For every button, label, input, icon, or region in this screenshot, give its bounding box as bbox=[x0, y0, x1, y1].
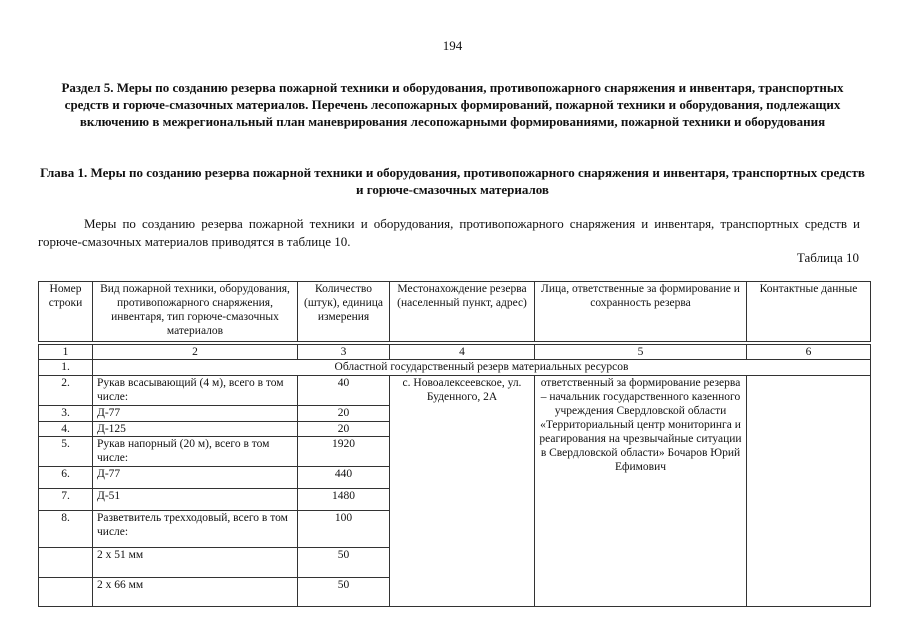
row-number: 7. bbox=[39, 489, 93, 511]
section-title: Раздел 5. Меры по созданию резерва пожарной техники и оборудования, противопожарного снаряжения и инвентаря, транспортных средств и горюче-смазочных материалов. Перечень лесопожарных формирований, пожарной техники и оборудования, подлежащих включению в межрегиональный план маневрирования лесопожарными формированиями, пожарной техники и оборудования bbox=[61, 80, 844, 129]
chapter-title: Глава 1. Меры по созданию резерва пожарной техники и оборудования, противопожарного снаряжения и инвентаря, транспортных средств и горюче-смазочных материалов bbox=[40, 165, 865, 197]
row-item-name: Рукав всасывающий (4 м), всего в том числе: bbox=[93, 376, 298, 406]
header-item-type: Вид пожарной техники, оборудования, противопожарного снаряжения, инвентаря, тип горюче-смазочных материалов bbox=[93, 282, 298, 342]
header-contacts: Контактные данные bbox=[747, 282, 871, 342]
row-quantity: 440 bbox=[298, 467, 390, 489]
header-responsible: Лица, ответственные за формирование и сохранность резерва bbox=[535, 282, 747, 342]
row-item-name: 2 х 66 мм bbox=[93, 578, 298, 607]
table-caption: Таблица 10 bbox=[796, 250, 859, 265]
row-number bbox=[39, 548, 93, 578]
group-row-title: Областной государственный резерв материальных ресурсов bbox=[93, 360, 871, 376]
row-item-name: 2 х 51 мм bbox=[93, 548, 298, 578]
column-number: 6 bbox=[747, 345, 871, 360]
row-quantity: 20 bbox=[298, 406, 390, 422]
header-row-number: Номер строки bbox=[39, 282, 93, 342]
column-number: 5 bbox=[535, 345, 747, 360]
row-quantity: 50 bbox=[298, 548, 390, 578]
group-row bbox=[39, 360, 871, 376]
header-quantity: Количество (штук), единица измерения bbox=[298, 282, 390, 342]
row-quantity: 100 bbox=[298, 511, 390, 548]
row-number: 3. bbox=[39, 406, 93, 422]
table-header-row bbox=[39, 282, 871, 342]
column-number: 2 bbox=[93, 345, 298, 360]
row-item-name: Д-125 bbox=[93, 422, 298, 437]
row-item-name: Рукав напорный (20 м), всего в том числе: bbox=[93, 437, 298, 467]
column-number: 4 bbox=[390, 345, 535, 360]
responsible-person: ответственный за формирование резерва – начальник государственного казенного учреждения Свердловской области «Территориальный центр мониторинга и реагирования на чрезвычайные ситуации в Свердловской области» Бочаров Юрий Ефимович bbox=[535, 376, 747, 607]
column-number: 1 bbox=[39, 345, 93, 360]
reserve-location: с. Новоалексеевское, ул. Буденного, 2А bbox=[390, 376, 535, 607]
row-number bbox=[39, 578, 93, 607]
column-numbers-row bbox=[39, 345, 871, 360]
row-number: 8. bbox=[39, 511, 93, 548]
row-number: 4. bbox=[39, 422, 93, 437]
header-location: Местонахождение резерва (населенный пункт, адрес) bbox=[390, 282, 535, 342]
intro-paragraph: Меры по созданию резерва пожарной техники и оборудования, противопожарного снаряжения и инвентаря, транспортных средств и горюче-смазочных материалов приводятся в таблице 10. bbox=[38, 216, 860, 249]
row-quantity: 40 bbox=[298, 376, 390, 406]
row-number: 6. bbox=[39, 467, 93, 489]
row-quantity: 1920 bbox=[298, 437, 390, 467]
row-quantity: 50 bbox=[298, 578, 390, 607]
row-item-name: Д-77 bbox=[93, 406, 298, 422]
table-row bbox=[39, 376, 871, 406]
reserve-table bbox=[38, 281, 871, 607]
row-item-name: Д-51 bbox=[93, 489, 298, 511]
group-row-number: 1. bbox=[39, 360, 93, 376]
row-item-name: Разветвитель трехходовый, всего в том числе: bbox=[93, 511, 298, 548]
column-number: 3 bbox=[298, 345, 390, 360]
row-quantity: 20 bbox=[298, 422, 390, 437]
row-quantity: 1480 bbox=[298, 489, 390, 511]
row-item-name: Д-77 bbox=[93, 467, 298, 489]
page-number: 194 bbox=[442, 38, 463, 53]
row-number: 2. bbox=[39, 376, 93, 406]
contact-details bbox=[747, 376, 871, 607]
row-number: 5. bbox=[39, 437, 93, 467]
